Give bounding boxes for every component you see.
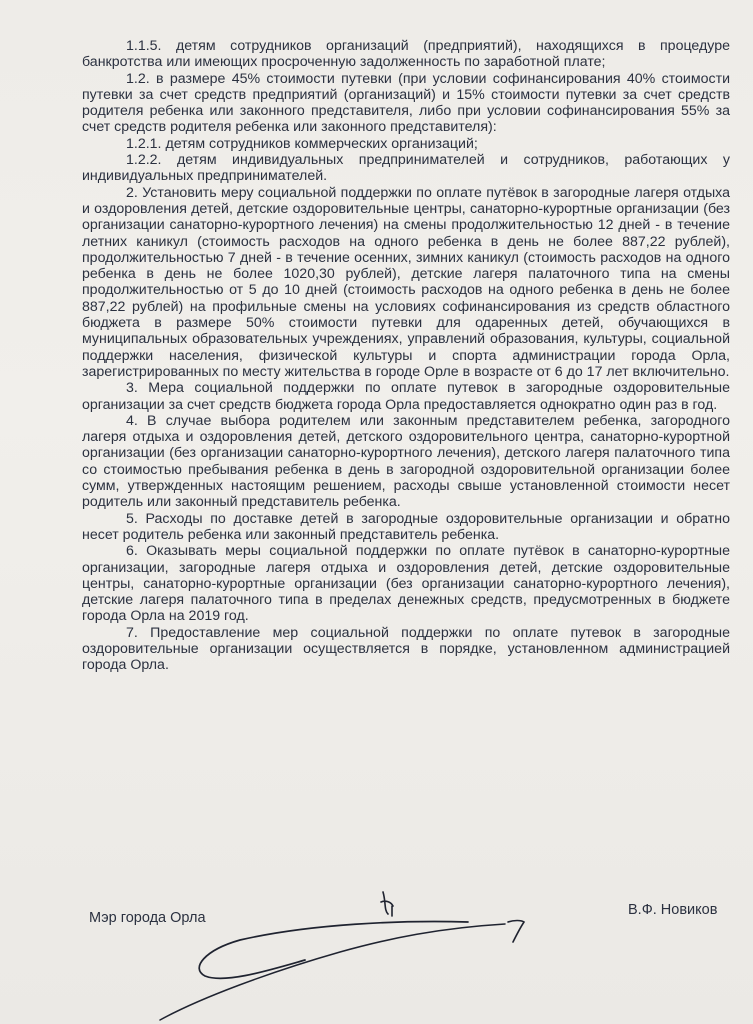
paragraph-5: 5. Расходы по доставке детей в загородные оздоровительные организации и обратно несет родитель ребенка или законный представитель ребенка. [82,510,730,543]
paragraph-7: 7. Предоставление мер социальной поддержки по оплате путевок в загородные оздоровительные организации осуществляется в порядке, установленном администрацией города Орла. [82,624,730,674]
signatory-title: Мэр города Орла [89,910,206,926]
paragraph-1-2-2: 1.2.2. детям индивидуальных предпринимателей и сотрудников, работающих у индивидуальных предпринимателей. [82,152,730,185]
paragraph-1-2-1: 1.2.1. детям сотрудников коммерческих организаций; [126,135,478,152]
paragraph-1-2: 1.2. в размере 45% стоимости путевки (при условии софинансирования 40% стоимости путевки за счет средств предприятий (организаций) и 15% стоимости путевки за счет средств родителя ребенка или законного представителя, либо при условии софинансирования 55% за счет средств родителя ребенка или законного представителя): [82,70,730,136]
paragraph-6: 6. Оказывать меры социальной поддержки по оплате путёвок в санаторно-курортные организации, загородные лагеря отдыха и оздоровления детей, детские оздоровительные центры, санаторно-курортные организации (без организации санаторно-курортного лечения), детские лагеря палаточного типа в пределах денежных средств, предусмотренных в бюджете города Орла на 2019 год. [82,543,730,625]
paragraph-3: 3. Мера социальной поддержки по оплате путевок в загородные оздоровительные организации за счет средств бюджета города Орла предоставляется однократно один раз в год. [82,380,730,413]
signature-block [0,880,753,1024]
paragraph-1-1-5: 1.1.5. детям сотрудников организаций (предприятий), находящихся в процедуре банкротства или имеющих просроченную задолженность по заработной плате; [82,38,730,71]
paragraph-2: 2. Установить меру социальной поддержки по оплате путёвок в загородные лагеря отдыха и оздоровления детей, детские оздоровительные центры, санаторно-курортные организации (без организации санаторно-курортного лечения) на смены продолжительностью 12 дней - в течение летних каникул (стоимость расходов на одного ребенка в день не более 887,22 рублей), продолжительностью 7 дней - в течение осенних, зимних каникул (стоимость расходов на одного ребенка в день не более 1020,30 рублей), детские лагеря палаточного типа на смены продолжительностью от 5 до 10 дней (стоимость расходов на одного ребенка в день не более 887,22 рублей) на профильные смены на условиях софинансирования из средств областного бюджета в размере 50% стоимости путевки для одаренных детей, обучающихся в муниципальных образовательных учреждениях, управлений образования, культуры, социальной поддержки населения, физической культуры и спорта администрации города Орла, зарегистрированных по месту жительства в городе Орле в возрасте от 6 до 17 лет включительно. [82,184,730,380]
signatory-name: В.Ф. Новиков [628,902,718,918]
paragraph-4: 4. В случае выбора родителем или законным представителем ребенка, загородного лагеря отдыха и оздоровления детей, детского оздоровительного центра, санаторно-курортной организации (без организации санаторно-курортного лечения), детского лагеря палаточного типа со стоимостью пребывания ребенка в день в загородной оздоровительной организации более сумм, утвержденных настоящим решением, расходы свыше установленной стоимости несет родитель или законный представитель ребенка. [82,412,730,511]
document-body [82,38,730,674]
